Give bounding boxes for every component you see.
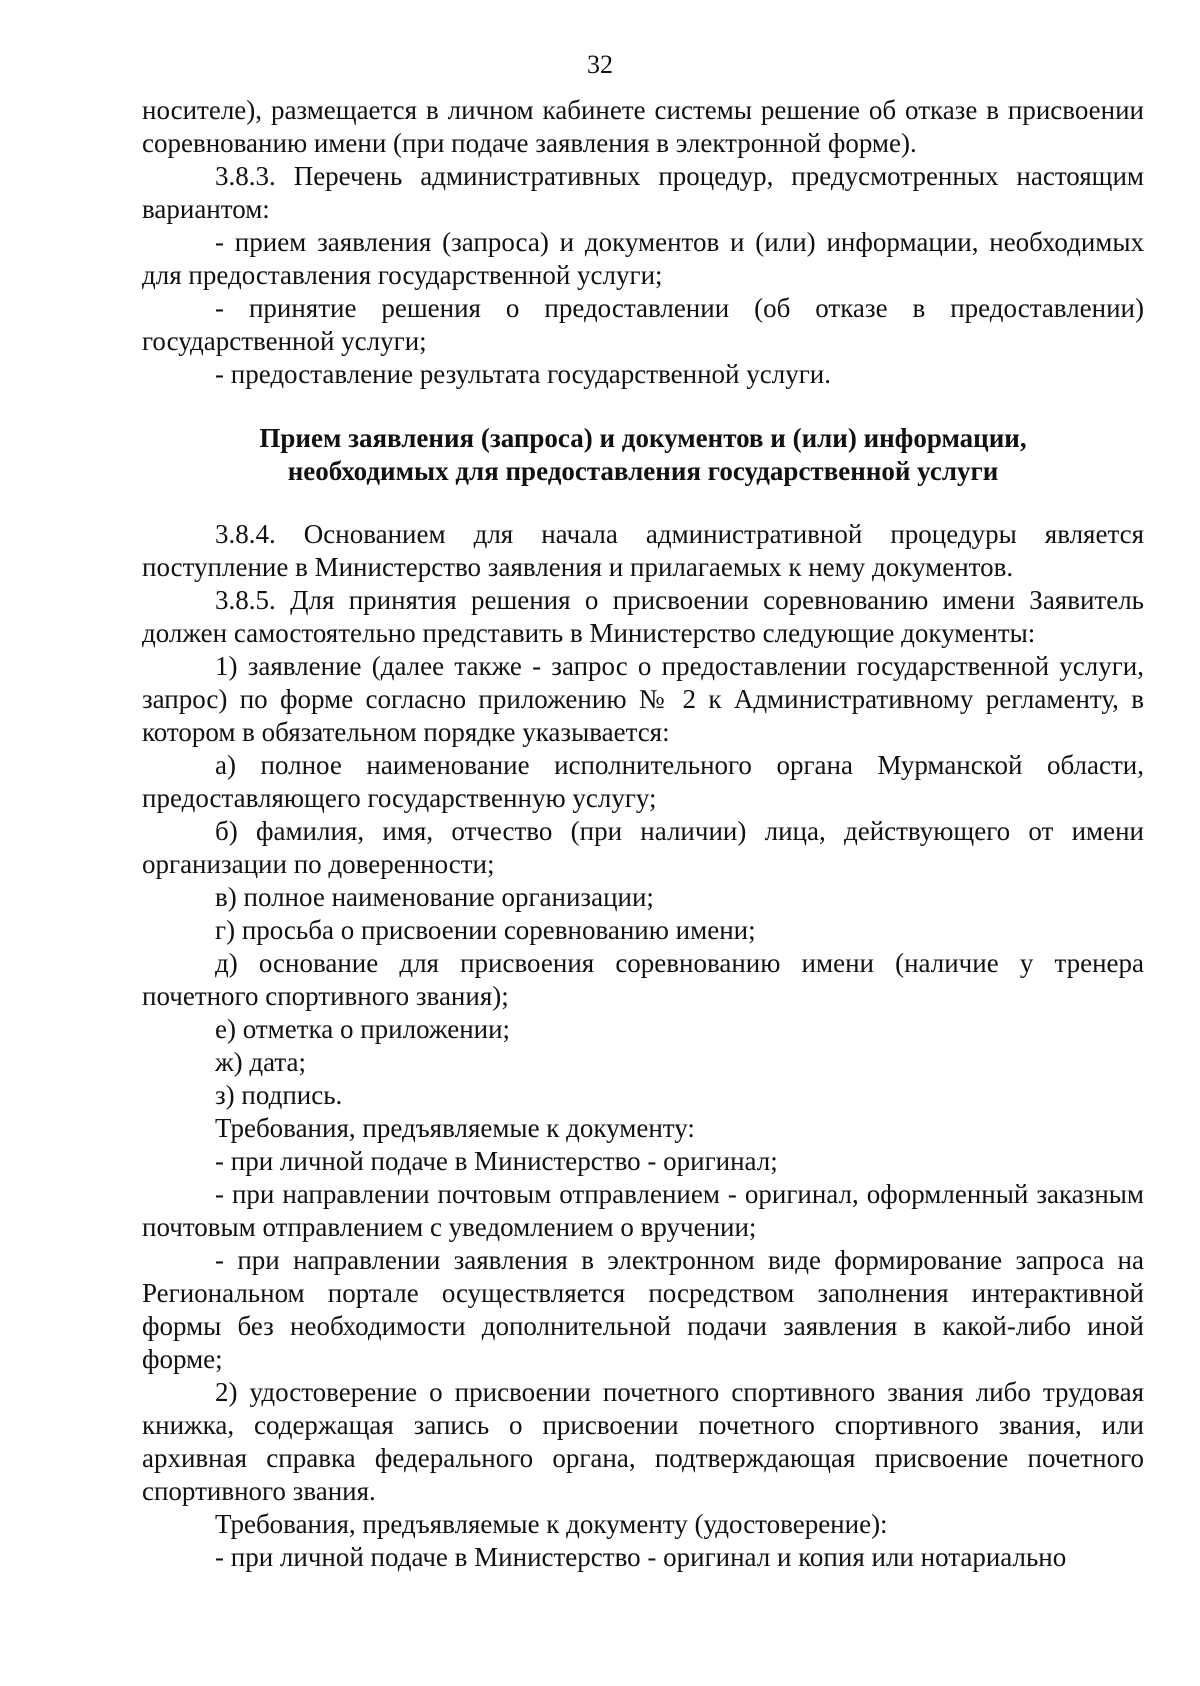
paragraph: 3.8.5. Для принятия решения о присвоении соревнованию имени Заявитель должен самостоятельно представить в Министерство следующие документы: (142, 585, 1144, 648)
list-item: ж) дата; (215, 1047, 307, 1077)
page-number: 32 (587, 50, 613, 79)
paragraph: носителе), размещается в личном кабинете системы решение об отказе в присвоении соревнованию имени (при подаче заявления в электронной форме). (142, 95, 1144, 158)
list-item: - при направлении почтовым отправлением - оригинал, оформленный заказным почтовым отправлением с уведомлением о вручении; (142, 1179, 1144, 1242)
list-item: - при направлении заявления в электронном виде формирование запроса на Региональном портале осуществляется посредством заполнения интерактивной формы без необходимости дополнительной подачи заявления в какой-либо иной форме; (142, 1245, 1144, 1374)
section-heading-line: необходимых для предоставления государственной услуги (287, 456, 999, 486)
list-item: - предоставление результата государственной услуги. (215, 359, 831, 389)
paragraph: 3.8.3. Перечень административных процедур, предусмотренных настоящим вариантом: (142, 161, 1144, 224)
section-heading-line: Прием заявления (запроса) и документов и (или) информации, (259, 423, 1027, 453)
document-body (142, 94, 1144, 1574)
list-item: е) отметка о приложении; (215, 1014, 511, 1044)
paragraph: Требования, предъявляемые к документу (удостоверение): (215, 1509, 888, 1539)
list-item: а) полное наименование исполнительного органа Мурманской области, предоставляющего государственную услугу; (142, 750, 1144, 813)
paragraph: 3.8.4. Основанием для начала административной процедуры является поступление в Министерство заявления и прилагаемых к нему документов. (142, 519, 1144, 582)
list-item: д) основание для присвоения соревнованию имени (наличие у тренера почетного спортивного звания); (142, 948, 1144, 1011)
section-heading (142, 422, 1144, 488)
paragraph: 2) удостоверение о присвоении почетного спортивного звания либо трудовая книжка, содержащая запись о присвоении почетного спортивного звания, или архивная справка федерального органа, подтверждающая присвоение почетного спортивного звания. (142, 1377, 1144, 1506)
list-item: г) просьба о присвоении соревнованию имени; (215, 915, 756, 945)
list-item: з) подпись. (215, 1080, 343, 1110)
paragraph: 1) заявление (далее также - запрос о предоставлении государственной услуги, запрос) по форме согласно приложению № 2 к Административному регламенту, в котором в обязательном порядке указывается: (142, 651, 1144, 747)
paragraph: Требования, предъявляемые к документу: (215, 1113, 695, 1143)
list-item: - принятие решения о предоставлении (об отказе в предоставлении) государственной услуги; (142, 293, 1144, 356)
list-item: - при личной подаче в Министерство - оригинал и копия или нотариально (215, 1542, 1067, 1572)
list-item: в) полное наименование организации; (215, 882, 654, 912)
list-item: б) фамилия, имя, отчество (при наличии) лица, действующего от имени организации по доверенности; (142, 816, 1144, 879)
list-item: - прием заявления (запроса) и документов и (или) информации, необходимых для предоставления государственной услуги; (142, 227, 1144, 290)
list-item: - при личной подаче в Министерство - оригинал; (215, 1146, 778, 1176)
